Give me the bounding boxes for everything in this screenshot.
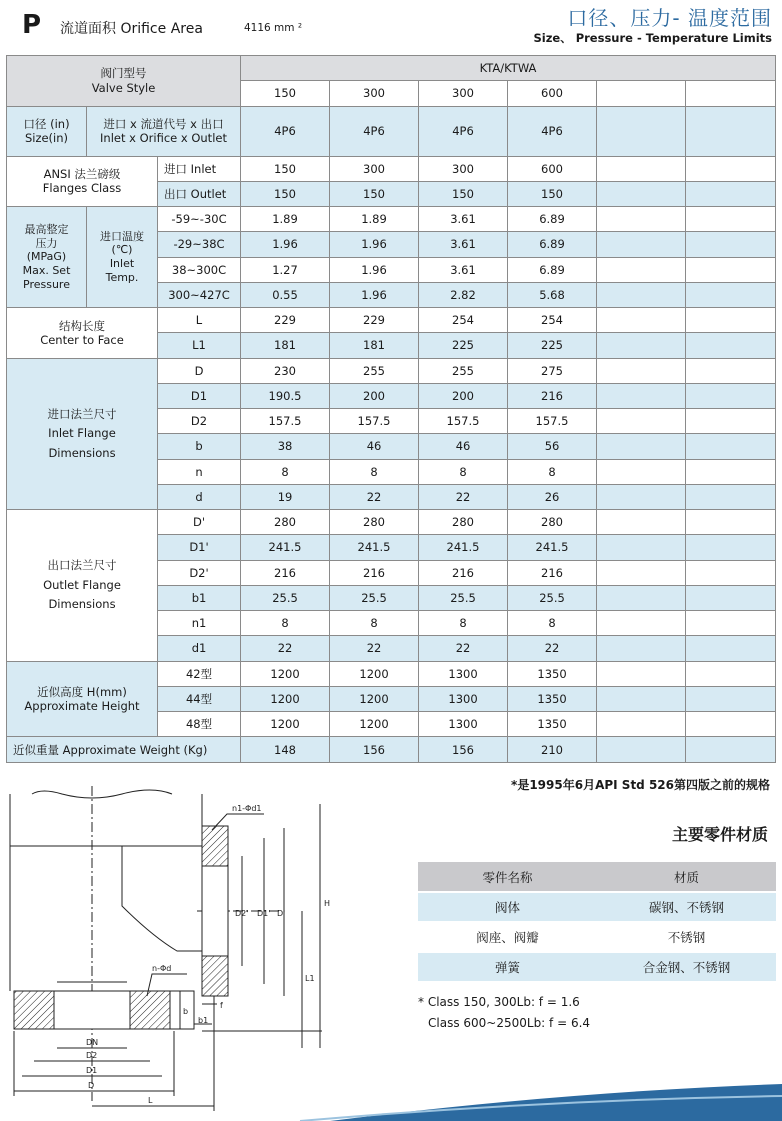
value-cell: 22 (330, 484, 419, 509)
sym-cell: 44型 (158, 686, 241, 711)
empty-cell (686, 484, 776, 509)
inlet-flange-hatch-right (130, 991, 170, 1029)
empty-cell (597, 560, 686, 585)
empty-cell (686, 308, 776, 333)
empty-cell (597, 636, 686, 661)
label-d1: D1 (86, 1066, 98, 1075)
empty-cell (597, 686, 686, 711)
empty-cell (686, 409, 776, 434)
weight-cell: 148 (241, 737, 330, 763)
orifice-area-title: 流道面积 Orifice Area (60, 21, 203, 37)
value-cell: 216 (508, 383, 597, 408)
material-part: 阀体 (418, 892, 597, 922)
empty-cell (686, 232, 776, 257)
body-top-outline (10, 794, 202, 846)
spec-table (6, 55, 776, 763)
value-cell: 22 (419, 636, 508, 661)
valve-style-label (7, 56, 241, 107)
empty-cell (597, 232, 686, 257)
empty-cell (686, 560, 776, 585)
empty-cell (597, 459, 686, 484)
inlet-flange-label-text: 进口法兰尺寸 Inlet Flange Dimensions (47, 406, 117, 460)
outlet-flange-hatch-bottom (202, 956, 228, 996)
empty-cell (597, 81, 686, 106)
ansi-inlet-cell: 300 (330, 156, 419, 181)
empty-cell (686, 585, 776, 610)
empty-cell (686, 611, 776, 636)
height-label-text: 近似高度 H(mm) Approximate Height (24, 684, 140, 714)
value-cell: 255 (330, 358, 419, 383)
sym-cell: D (158, 358, 241, 383)
value-cell: 254 (508, 308, 597, 333)
empty-cell (686, 434, 776, 459)
size-desc (87, 106, 241, 156)
value-cell: 56 (508, 434, 597, 459)
label-l1: L1 (305, 974, 315, 983)
size-cell: 4P6 (241, 106, 330, 156)
sym-cell: b (158, 434, 241, 459)
value-cell: 8 (330, 611, 419, 636)
label-f: f (220, 1001, 223, 1010)
ansi-inlet-cell: 150 (241, 156, 330, 181)
empty-cell (597, 333, 686, 358)
pressure-cell: 1.96 (241, 232, 330, 257)
section-letter: P (22, 10, 42, 40)
label-nd: n-Φd (152, 964, 172, 973)
label-h: H (324, 899, 331, 908)
class-cell: 150 (241, 81, 330, 106)
f-note: * Class 150, 300Lb: f = 1.6 (418, 995, 580, 1009)
empty-cell (597, 737, 686, 763)
value-cell: 275 (508, 358, 597, 383)
empty-cell (686, 510, 776, 535)
footnote: *是1995年6月API Std 526第四版之前的规格 (511, 778, 770, 792)
pressure-cell: 0.55 (241, 282, 330, 307)
c2f-label (7, 308, 158, 359)
empty-cell (686, 383, 776, 408)
temp-cell: 300~427C (158, 282, 241, 307)
value-cell: 181 (241, 333, 330, 358)
material-part: 弹簧 (418, 952, 597, 982)
size-desc-text: 进口 x 流道代号 x 出口 Inlet x Orifice x Outlet (100, 116, 227, 146)
label-b: b (183, 1007, 189, 1016)
weight-label: 近似重量 Approximate Weight (Kg) (7, 737, 241, 763)
value-cell: 280 (419, 510, 508, 535)
label-b1: b1 (198, 1016, 209, 1025)
ansi-outlet-cell: 150 (419, 181, 508, 206)
temp-label-text: 进口温度 (℃) Inlet Temp. (100, 229, 144, 284)
c2f-label-text: 结构长度 Center to Face (40, 318, 124, 347)
value-cell: 241.5 (508, 535, 597, 560)
value-cell: 38 (241, 434, 330, 459)
empty-cell (597, 712, 686, 737)
value-cell: 255 (419, 358, 508, 383)
pressure-cell: 1.96 (330, 282, 419, 307)
limits-title-cn: 口径、压力- 温度范围 (567, 6, 772, 30)
value-cell: 181 (330, 333, 419, 358)
sym-cell: L1 (158, 333, 241, 358)
value-cell: 25.5 (508, 585, 597, 610)
empty-cell (597, 207, 686, 232)
sym-cell: 42型 (158, 661, 241, 686)
height-label (7, 661, 158, 737)
outlet-label: 出口 Outlet (158, 181, 241, 206)
class-cell: 300 (330, 81, 419, 106)
limits-title-en: Size、 Pressure - Temperature Limits (533, 31, 772, 45)
value-cell: 200 (330, 383, 419, 408)
pressure-cell: 3.61 (419, 232, 508, 257)
label-d: D (88, 1081, 95, 1090)
label-n1d1: n1-Φd1 (232, 804, 262, 813)
pressure-cell: 1.96 (330, 257, 419, 282)
value-cell: 216 (330, 560, 419, 585)
label-l: L (148, 1096, 153, 1105)
sym-cell: n (158, 459, 241, 484)
valve-style-text: 阀门型号 Valve Style (91, 66, 156, 95)
value-cell: 200 (419, 383, 508, 408)
value-cell: 229 (241, 308, 330, 333)
value-cell: 1300 (419, 661, 508, 686)
inlet-flange-hatch-left (14, 991, 54, 1029)
pressure-cell: 1.96 (330, 232, 419, 257)
value-cell: 1200 (241, 686, 330, 711)
empty-cell (686, 81, 776, 106)
value-cell: 1350 (508, 712, 597, 737)
sym-cell: L (158, 308, 241, 333)
sym-cell: d1 (158, 636, 241, 661)
value-cell: 157.5 (419, 409, 508, 434)
size-cell: 4P6 (330, 106, 419, 156)
empty-cell (597, 358, 686, 383)
value-cell: 25.5 (330, 585, 419, 610)
outlet-flange-label (7, 510, 158, 662)
outlet-flange-label-text: 出口法兰尺寸 Outlet Flange Dimensions (43, 558, 121, 612)
sym-cell: 48型 (158, 712, 241, 737)
value-cell: 1300 (419, 712, 508, 737)
empty-cell (686, 737, 776, 763)
size-cell: 4P6 (508, 106, 597, 156)
value-cell: 225 (419, 333, 508, 358)
f-note: Class 600~2500Lb: f = 6.4 (428, 1016, 591, 1030)
value-cell: 1200 (330, 661, 419, 686)
pressure-cell: 1.27 (241, 257, 330, 282)
ansi-inlet-cell: 600 (508, 156, 597, 181)
empty-cell (597, 282, 686, 307)
label-d2-prime: D2' (235, 909, 249, 918)
value-cell: 22 (330, 636, 419, 661)
empty-cell (686, 712, 776, 737)
value-cell: 241.5 (419, 535, 508, 560)
empty-cell (597, 510, 686, 535)
value-cell: 19 (241, 484, 330, 509)
ansi-label (7, 156, 158, 207)
label-d2: D2 (86, 1051, 98, 1060)
value-cell: 1350 (508, 686, 597, 711)
value-cell: 230 (241, 358, 330, 383)
empty-cell (686, 106, 776, 156)
empty-cell (686, 156, 776, 181)
weight-cell: 156 (330, 737, 419, 763)
empty-cell (686, 333, 776, 358)
empty-cell (686, 207, 776, 232)
value-cell: 1300 (419, 686, 508, 711)
ansi-outlet-cell: 150 (241, 181, 330, 206)
body-curve (122, 846, 202, 951)
empty-cell (597, 156, 686, 181)
empty-cell (597, 434, 686, 459)
sym-cell: n1 (158, 611, 241, 636)
material-value: 合金钢、不锈钢 (597, 952, 776, 982)
material-part: 阀座、阀瓣 (418, 922, 597, 952)
value-cell: 157.5 (508, 409, 597, 434)
sym-cell: D2 (158, 409, 241, 434)
value-cell: 8 (241, 459, 330, 484)
value-cell: 216 (241, 560, 330, 585)
outlet-flange-hatch-top (202, 826, 228, 866)
empty-cell (686, 459, 776, 484)
value-cell: 25.5 (419, 585, 508, 610)
temp-cell: 38~300C (158, 257, 241, 282)
empty-cell (686, 686, 776, 711)
label-dn: DN (86, 1038, 99, 1047)
sym-cell: d (158, 484, 241, 509)
value-cell: 280 (241, 510, 330, 535)
break-line (32, 790, 172, 798)
value-cell: 46 (419, 434, 508, 459)
pressure-cell: 1.89 (241, 207, 330, 232)
value-cell: 8 (419, 459, 508, 484)
empty-cell (597, 409, 686, 434)
weight-cell: 210 (508, 737, 597, 763)
value-cell: 26 (508, 484, 597, 509)
size-cell: 4P6 (419, 106, 508, 156)
empty-cell (686, 636, 776, 661)
size-label (7, 106, 87, 156)
pressure-cell: 6.89 (508, 257, 597, 282)
empty-cell (597, 383, 686, 408)
empty-cell (597, 661, 686, 686)
pressure-cell: 6.89 (508, 232, 597, 257)
empty-cell (597, 535, 686, 560)
value-cell: 1200 (330, 686, 419, 711)
ansi-inlet-cell: 300 (419, 156, 508, 181)
pressure-cell: 1.89 (330, 207, 419, 232)
temp-label (87, 207, 158, 308)
pressure-cell: 6.89 (508, 207, 597, 232)
value-cell: 241.5 (330, 535, 419, 560)
label-d-prime: D' (277, 909, 286, 918)
empty-cell (597, 611, 686, 636)
value-cell: 280 (330, 510, 419, 535)
temp-cell: -59~-30C (158, 207, 241, 232)
value-cell: 25.5 (241, 585, 330, 610)
pressure-label-text: 最高整定 压力 (MPaG) Max. Set Pressure (22, 222, 71, 291)
materials-table (418, 862, 776, 983)
size-label-text: 口径 (in) Size(in) (23, 116, 70, 146)
value-cell: 22 (419, 484, 508, 509)
value-cell: 229 (330, 308, 419, 333)
f-notes (418, 992, 590, 1034)
class-cell: 300 (419, 81, 508, 106)
ansi-outlet-cell: 150 (508, 181, 597, 206)
value-cell: 280 (508, 510, 597, 535)
sym-cell: D1 (158, 383, 241, 408)
inlet-label: 进口 Inlet (158, 156, 241, 181)
value-cell: 157.5 (241, 409, 330, 434)
materials-header-material: 材质 (597, 862, 776, 892)
empty-cell (597, 181, 686, 206)
sym-cell: D1' (158, 535, 241, 560)
empty-cell (686, 661, 776, 686)
sym-cell: D2' (158, 560, 241, 585)
value-cell: 225 (508, 333, 597, 358)
value-cell: 157.5 (330, 409, 419, 434)
value-cell: 46 (330, 434, 419, 459)
class-cell: 600 (508, 81, 597, 106)
ansi-outlet-cell: 150 (330, 181, 419, 206)
value-cell: 1350 (508, 661, 597, 686)
value-cell: 8 (241, 611, 330, 636)
empty-cell (686, 282, 776, 307)
empty-cell (686, 181, 776, 206)
value-cell: 1200 (241, 712, 330, 737)
empty-cell (686, 535, 776, 560)
inlet-flange-label (7, 358, 158, 510)
orifice-area-value: 4116 mm ² (244, 22, 303, 34)
value-cell: 241.5 (241, 535, 330, 560)
temp-cell: -29~38C (158, 232, 241, 257)
sym-cell: b1 (158, 585, 241, 610)
material-value: 不锈钢 (597, 922, 776, 952)
value-cell: 22 (508, 636, 597, 661)
pressure-cell: 2.82 (419, 282, 508, 307)
value-cell: 22 (241, 636, 330, 661)
value-cell: 8 (330, 459, 419, 484)
materials-title: 主要零件材质 (671, 825, 768, 844)
weight-cell: 156 (419, 737, 508, 763)
value-cell: 8 (419, 611, 508, 636)
page-header (0, 0, 782, 52)
value-cell: 216 (508, 560, 597, 585)
pressure-label (7, 207, 87, 308)
pressure-cell: 3.61 (419, 257, 508, 282)
value-cell: 216 (419, 560, 508, 585)
decorative-swoosh (0, 1040, 782, 1121)
materials-header-part: 零件名称 (418, 862, 597, 892)
empty-cell (597, 308, 686, 333)
value-cell: 254 (419, 308, 508, 333)
label-d1-prime: D1' (257, 909, 271, 918)
empty-cell (597, 257, 686, 282)
empty-cell (597, 106, 686, 156)
value-cell: 8 (508, 611, 597, 636)
sym-cell: D' (158, 510, 241, 535)
pressure-cell: 3.61 (419, 207, 508, 232)
value-cell: 1200 (330, 712, 419, 737)
empty-cell (597, 585, 686, 610)
value-cell: 190.5 (241, 383, 330, 408)
empty-cell (686, 257, 776, 282)
empty-cell (686, 358, 776, 383)
empty-cell (597, 484, 686, 509)
value-cell: 8 (508, 459, 597, 484)
value-cell: 1200 (241, 661, 330, 686)
material-value: 碳钢、不锈钢 (597, 892, 776, 922)
ansi-label-text: ANSI 法兰磅级 Flanges Class (42, 167, 122, 196)
model-cell: KTA/KTWA (241, 56, 776, 81)
pressure-cell: 5.68 (508, 282, 597, 307)
